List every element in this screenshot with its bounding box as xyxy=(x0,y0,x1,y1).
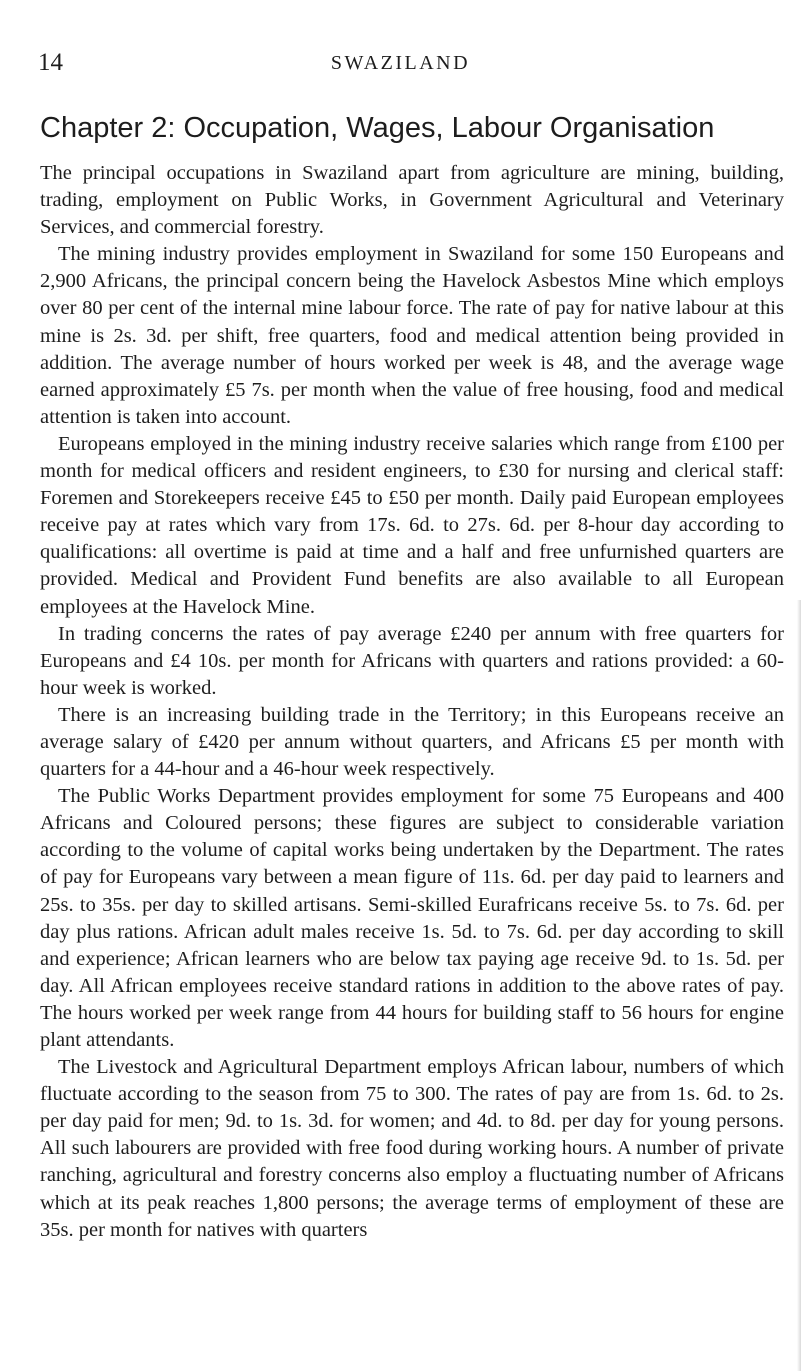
page-number: 14 xyxy=(38,49,63,76)
paragraph-public-works: The Public Works Department provides employment for some 75 Europeans and 400 Africans and Coloured persons; these figures are subject to considerable variation according to the volume of capital works being undertaken by the Department. The rates of pay for Europeans vary between a mean figure of 11s. 6d. per day paid to learners and 25s. to 35s. per day to skilled artisans. Semi-skilled Eurafricans receive 5s. to 7s. 6d. per day plus rations. African adult males receive 1s. 5d. to 7s. 6d. per day according to skill and experience; African learners who are below tax paying age receive 9d. to 1s. 5d. per day. All African employees receive standard rations in addition to the above rates of pay. The hours worked per week range from 44 hours for building staff to 56 hours for engine plant attendants. xyxy=(40,785,784,1051)
paragraph-building-trade: There is an increasing building trade in the Territory; in this Europeans receive an average salary of £420 per annum without quarters, and Africans £5 per month with quarters for a 44-hour and a 46-hour week respectively. xyxy=(40,703,784,781)
paragraph-mining-industry: The mining industry provides employment in Swaziland for some 150 Europeans and 2,900 Africans, the principal concern being the Havelock Asbestos Mine which employs over 80 per cent of the internal mine labour force. The rate of pay for native labour at this mine is 2s. 3d. per shift, free quarters, food and medical attention being provided in addition. The average number of hours worked per week is 48, and the average wage earned approximately £5 7s. per month when the value of free housing, food and medical attention is taken into account. xyxy=(40,243,784,428)
running-head: SWAZILAND xyxy=(330,52,471,74)
paragraph-european-mining-salaries: Europeans employed in the mining industry receive salaries which range from £100 per month for medical officers and resident engineers, to £30 for nursing and clerical staff: Foremen and Storekeepers receive £45 to £50 per month. Daily paid European employees receive pay at rates which vary from 17s. 6d. to 27s. 6d. per 8-hour day according to qualifications: all overtime is paid at time and a half and free unfurnished quarters are provided. Medical and Provident Fund benefits are also available to all European employees at the Havelock Mine. xyxy=(40,432,784,618)
paragraph-livestock-agriculture: The Livestock and Agricultural Department employs African labour, numbers of which fluctuate according to the season from 75 to 300. The rates of pay are from 1s. 6d. to 2s. per day paid for men; 9d. to 1s. 3d. for women; and 4d. to 8d. per day for young persons. All such labourers are provided with free food during working hours. A number of private ranching, agricultural and forestry concerns also employ a fluctuating number of Africans which at its peak reaches 1,800 persons; the average terms of employment of these are 35s. per month for natives with quarters xyxy=(40,1056,784,1241)
paragraph-trading-concerns: In trading concerns the rates of pay average £240 per annum with free quarters for Europeans and £4 10s. per month for Africans with quarters and rations provided: a 60-hour week is worked. xyxy=(40,622,784,699)
chapter-title: Chapter 2: Occupation, Wages, Labour Organisation xyxy=(40,112,715,144)
paragraph-occupations: The principal occupations in Swaziland apart from agriculture are mining, building, trading, employment on Public Works, in Government Agricultural and Veterinary Services, and commercial forestry. xyxy=(40,162,784,239)
body-text xyxy=(40,160,784,1244)
page-edge-shadow xyxy=(797,600,801,1371)
